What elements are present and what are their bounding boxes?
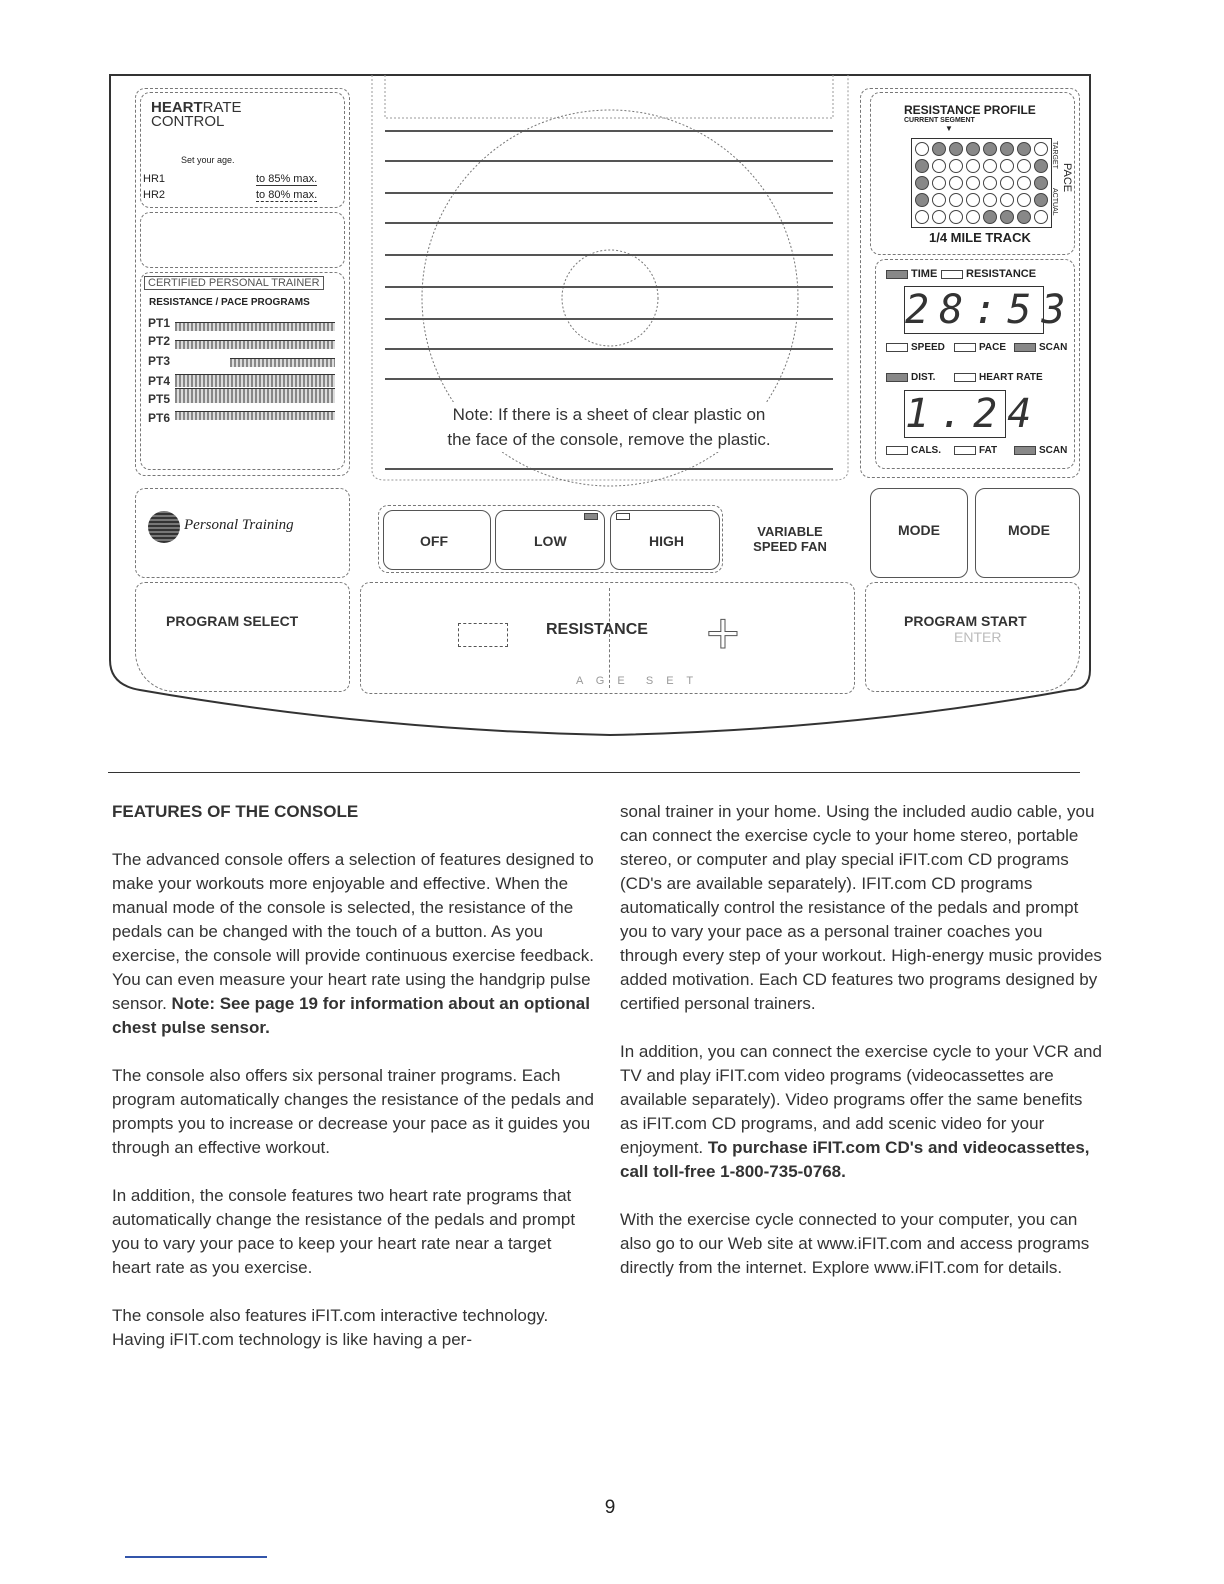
display-panel bbox=[875, 259, 1075, 469]
resistance-led-grid bbox=[911, 138, 1052, 228]
resistance-minus-button[interactable] bbox=[458, 623, 508, 647]
scan-label: SCAN bbox=[1039, 445, 1068, 456]
fan-label: VARIABLE SPEED FAN bbox=[753, 524, 827, 554]
grille-line bbox=[385, 348, 833, 350]
paragraph bbox=[620, 1040, 1102, 1184]
resistance-profile-panel bbox=[870, 92, 1075, 255]
age-set-label: A G E S E T bbox=[576, 675, 699, 687]
distance-display: 1.24 bbox=[905, 391, 1042, 437]
fan-off-label: OFF bbox=[420, 533, 448, 549]
grille-line bbox=[385, 286, 833, 288]
cals-label: CALS. bbox=[911, 445, 941, 456]
led-dot bbox=[915, 210, 929, 224]
led-dot bbox=[1034, 159, 1048, 173]
paragraph: The console also features iFIT.com interactive technology. Having iFIT.com technology is like having a per- bbox=[112, 1306, 549, 1349]
grille-line bbox=[385, 378, 833, 380]
hr1-label: HR1 bbox=[143, 173, 166, 185]
led-dot bbox=[949, 159, 963, 173]
led-dot bbox=[949, 210, 963, 224]
led-dot bbox=[932, 142, 946, 156]
set-age-label: Set your age. bbox=[181, 155, 235, 165]
program-label: PT4 bbox=[148, 374, 171, 388]
note-line: the face of the console, remove the plastic. bbox=[447, 430, 771, 449]
led-dot bbox=[966, 193, 980, 207]
program-select-button[interactable] bbox=[135, 582, 350, 692]
segment-arrow-icon: ▼ bbox=[945, 124, 953, 133]
plastic-note bbox=[385, 402, 833, 452]
speed-indicator-icon bbox=[886, 343, 908, 352]
scan-label: SCAN bbox=[1039, 342, 1068, 353]
led-dot bbox=[1034, 193, 1048, 207]
grille-line bbox=[385, 192, 833, 194]
blank-panel bbox=[140, 212, 345, 268]
paragraph: In addition, the console features two heart rate programs that automatically change the resistance of the pedals and prompt you to vary your pace to keep your heart rate near a target heart rate as you exercise. bbox=[112, 1186, 576, 1277]
mode-button-left[interactable] bbox=[870, 488, 968, 578]
heartrate-control-panel bbox=[140, 92, 345, 208]
program-profile bbox=[230, 358, 335, 367]
program-profile bbox=[175, 388, 335, 403]
led-dot bbox=[966, 159, 980, 173]
target-label: TARGET bbox=[1051, 141, 1058, 169]
grille-line bbox=[385, 318, 833, 320]
led-dot bbox=[932, 176, 946, 190]
led-dot bbox=[1000, 159, 1014, 173]
program-label: PT3 bbox=[148, 354, 171, 368]
led-dot bbox=[1034, 176, 1048, 190]
led-dot bbox=[983, 142, 997, 156]
program-select-label: PROGRAM SELECT bbox=[166, 613, 299, 629]
title-rest: RATE bbox=[202, 99, 242, 116]
program-profile bbox=[175, 340, 335, 349]
certified-label: CERTIFIED PERSONAL TRAINER bbox=[144, 276, 324, 290]
mode-label: MODE bbox=[1008, 522, 1050, 538]
program-label: PT5 bbox=[148, 392, 171, 406]
current-segment-label: CURRENT SEGMENT bbox=[904, 117, 975, 124]
paragraph-text: In addition, you can connect the exercise cycle to your VCR and TV and play iFIT.com video programs (videocassettes are available separately). Video programs offer the same benefits as iFIT.com CD programs, and add scenic video for your enjoyment. bbox=[620, 1042, 1102, 1157]
fat-label: FAT bbox=[979, 445, 998, 456]
scan-indicator-icon bbox=[1014, 446, 1036, 455]
led-dot bbox=[1017, 159, 1031, 173]
fan-low-button[interactable] bbox=[495, 510, 605, 570]
led-dot bbox=[1017, 176, 1031, 190]
led-dot bbox=[932, 193, 946, 207]
section-heading: FEATURES OF THE CONSOLE bbox=[112, 802, 359, 821]
scan-indicator-icon bbox=[1014, 343, 1036, 352]
led-dot bbox=[1034, 210, 1048, 224]
note-line: Note: If there is a sheet of clear plastic on bbox=[452, 405, 766, 424]
led-dot bbox=[966, 210, 980, 224]
led-dot bbox=[915, 176, 929, 190]
cals-indicator-icon bbox=[886, 446, 908, 455]
time-label: TIME bbox=[911, 268, 938, 280]
led-dot bbox=[1017, 193, 1031, 207]
led-dot bbox=[983, 210, 997, 224]
led-dot bbox=[1000, 193, 1014, 207]
resistance-indicator-icon bbox=[941, 270, 963, 279]
ifit-logo-icon bbox=[148, 511, 180, 543]
page-number: 9 bbox=[604, 1497, 616, 1518]
hr2-text: to 80% max. bbox=[256, 189, 318, 201]
fan-high-button[interactable] bbox=[610, 510, 720, 570]
dist-indicator-icon bbox=[886, 373, 908, 382]
mode-label: MODE bbox=[898, 522, 940, 538]
led-dot bbox=[983, 193, 997, 207]
fan-off-button[interactable] bbox=[383, 510, 491, 570]
resistance-profile-title: RESISTANCE PROFILE bbox=[904, 103, 1036, 117]
time-indicator-icon bbox=[886, 270, 908, 279]
heartrate-title bbox=[151, 101, 242, 129]
resistance-plus-button[interactable]: + bbox=[706, 601, 740, 666]
hr2-label: HR2 bbox=[143, 189, 166, 201]
led-dot bbox=[949, 176, 963, 190]
high-indicator-icon bbox=[616, 513, 630, 520]
track-label: 1/4 MILE TRACK bbox=[929, 230, 1031, 245]
program-start-label: PROGRAM START bbox=[904, 613, 1027, 629]
program-start-button[interactable] bbox=[865, 582, 1080, 692]
paragraph-bold: To purchase iFIT.com CD's and videocassettes, call toll-free 1-800-735-0768. bbox=[620, 1138, 1090, 1181]
fat-indicator-icon bbox=[954, 446, 976, 455]
paragraph-text: The advanced console offers a selection of features designed to make your workouts more enjoyable and effective. When the manual mode of the console is selected, the resistance of the pedals can be changed with the touch of a button. As you exercise, the console will provide continuous exercise feedback. You can even measure your heart rate using the handgrip pulse sensor. bbox=[112, 850, 594, 1013]
resistance-control bbox=[360, 582, 855, 694]
trainer-programs-panel bbox=[140, 272, 345, 470]
divider bbox=[108, 772, 1080, 773]
led-dot bbox=[1034, 142, 1048, 156]
mode-button-right[interactable] bbox=[975, 488, 1080, 578]
led-dot bbox=[1017, 142, 1031, 156]
paragraph-bold: Note: See page 19 for information about an optional chest pulse sensor. bbox=[112, 994, 590, 1037]
low-indicator-icon bbox=[584, 513, 598, 520]
heart-rate-indicator-icon bbox=[954, 373, 976, 382]
led-dot bbox=[1017, 210, 1031, 224]
paragraph: With the exercise cycle connected to your computer, you can also go to our Web site at www.iFIT.com and access programs directly from the internet. Explore www.iFIT.com for details. bbox=[620, 1210, 1090, 1277]
text-column-left bbox=[112, 800, 594, 1376]
led-dot bbox=[932, 210, 946, 224]
grille-line bbox=[385, 160, 833, 162]
led-dot bbox=[915, 193, 929, 207]
led-dot bbox=[915, 159, 929, 173]
program-profile bbox=[175, 322, 335, 331]
paragraph bbox=[112, 848, 594, 1040]
led-dot bbox=[983, 159, 997, 173]
led-dot bbox=[949, 142, 963, 156]
program-label: PT1 bbox=[148, 316, 171, 330]
heart-rate-label: HEART RATE bbox=[979, 372, 1043, 383]
led-dot bbox=[1000, 176, 1014, 190]
grille-line bbox=[385, 222, 833, 224]
time-display: 28:53 bbox=[905, 287, 1076, 333]
program-profile bbox=[175, 374, 335, 387]
led-dot bbox=[932, 159, 946, 173]
program-profile bbox=[175, 411, 335, 420]
resistance-indicator-label: RESISTANCE bbox=[966, 268, 1037, 280]
ifit-logo-text: Personal Training bbox=[184, 517, 294, 533]
title-2: CONTROL bbox=[151, 113, 225, 130]
actual-label: ACTUAL bbox=[1051, 188, 1058, 216]
fan-low-label: LOW bbox=[534, 533, 567, 549]
resistance-label: RESISTANCE bbox=[546, 621, 648, 638]
pace-indicator-icon bbox=[954, 343, 976, 352]
led-dot bbox=[1000, 210, 1014, 224]
paragraph: The console also offers six personal trainer programs. Each program automatically changes the resistance of the pedals and prompts you to increase or decrease your pace as it guides you through an effective workout. bbox=[112, 1066, 594, 1157]
fan-high-label: HIGH bbox=[649, 533, 684, 549]
led-dot bbox=[1000, 142, 1014, 156]
hr1-text: to 85% max. bbox=[256, 173, 318, 185]
grille-line bbox=[385, 468, 833, 470]
pace-label: PACE bbox=[1061, 163, 1073, 193]
footer-rule bbox=[125, 1556, 267, 1558]
speed-label: SPEED bbox=[911, 342, 945, 353]
led-dot bbox=[915, 142, 929, 156]
pace-indicator-label: PACE bbox=[979, 342, 1007, 353]
paragraph: sonal trainer in your home. Using the included audio cable, you can connect the exercise cycle to your home stereo, portable stereo, or computer and play special iFIT.com CD programs (CD's are available separately). IFIT.com CD programs automatically control the resistance of the pedals and prompt you to vary your pace as a personal trainer coaches you through every step of your workout. High-energy music provides added motivation. Each CD features two programs designed by certified personal trainers. bbox=[620, 802, 1102, 1013]
grille-line bbox=[385, 130, 833, 132]
ifit-logo-panel bbox=[135, 488, 350, 578]
program-label: PT6 bbox=[148, 411, 171, 425]
grille-line bbox=[385, 254, 833, 256]
led-dot bbox=[966, 176, 980, 190]
dist-label: DIST. bbox=[911, 372, 936, 383]
text-column-right bbox=[620, 800, 1102, 1304]
program-label: PT2 bbox=[148, 334, 171, 348]
title-bold: HEART bbox=[151, 99, 203, 116]
led-dot bbox=[966, 142, 980, 156]
led-dot bbox=[949, 193, 963, 207]
enter-label: ENTER bbox=[954, 629, 1002, 645]
programs-title: RESISTANCE / PACE PROGRAMS bbox=[149, 297, 310, 308]
led-dot bbox=[983, 176, 997, 190]
